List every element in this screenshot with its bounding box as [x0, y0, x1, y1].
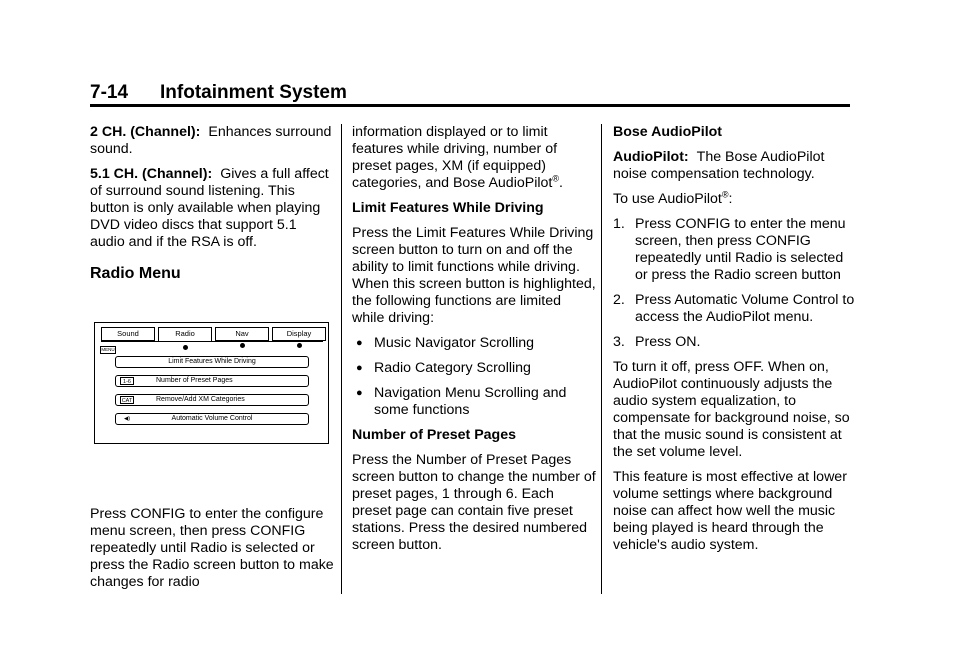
- page-number: 7-14: [90, 82, 129, 103]
- list-item: 3. Press ON.: [613, 334, 701, 350]
- list-item: 2. Press Automatic Volume Control to access the AudioPilot menu.: [613, 292, 855, 325]
- menu-tag: MENU: [101, 347, 115, 352]
- term: AudioPilot:: [613, 149, 689, 165]
- tab-indicator: [183, 345, 188, 350]
- column-3: [613, 124, 858, 562]
- paragraph: Press CONFIG to enter the configure menu screen, then press CONFIG repeatedly until Radio is selected or press the Radio screen button to make changes for radio: [90, 506, 334, 590]
- paragraph: To turn it off, press OFF. When on, AudioPilot continuously adjusts the audio system equalization, to compensate for background noise, so that the music sound is consistent at the set volume level.: [613, 359, 850, 460]
- term: 2 CH. (Channel):: [90, 124, 201, 140]
- paragraph: Press the Number of Preset Pages screen button to change the number of preset pages, 1 through 6. Each preset page can contain five preset stations. Press the desired numbered screen button.: [352, 452, 596, 553]
- preset-pages-icon: 1-6: [120, 377, 134, 385]
- column-divider: [341, 124, 342, 594]
- preset-pages-button: 1-6 Number of Preset Pages: [115, 375, 309, 387]
- list-item: 1. Press CONFIG to enter the menu screen, then press CONFIG repeatedly until Radio is selected or press the Radio screen button: [613, 216, 846, 283]
- text: Gives a full affect of surround sound listening. This button is only available when playing DVD video discs that support 5.1 audio and if the RSA is off.: [90, 166, 329, 250]
- text: Enhances surround sound.: [90, 124, 332, 157]
- tab-indicator: [297, 343, 302, 348]
- paragraph: [90, 124, 335, 158]
- limit-features-button: Limit Features While Driving: [115, 356, 309, 368]
- radio-menu-screen: [94, 322, 329, 444]
- paragraph: AudioPilot: The Bose AudioPilot noise compensation technology.: [613, 149, 825, 182]
- section-heading: Radio Menu: [90, 265, 181, 282]
- speaker-icon: ◀): [123, 416, 131, 422]
- paragraph: [90, 166, 335, 251]
- tab-display: Display: [272, 327, 326, 341]
- term: 5.1 CH. (Channel):: [90, 166, 213, 182]
- subheading: Number of Preset Pages: [352, 427, 517, 443]
- list-item: ● Navigation Menu Scrolling and some functions: [356, 385, 567, 418]
- bullet-icon: ●: [356, 387, 363, 399]
- tab-radio: Radio: [158, 327, 212, 342]
- paragraph: information displayed or to limit features while driving, number of preset pages, XM (if equipped) categories, and Bose AudioPilot®.: [352, 124, 563, 191]
- column-divider: [601, 124, 602, 594]
- header-rule: [90, 104, 850, 107]
- tab-baseline: [101, 341, 323, 342]
- tab-sound: Sound: [101, 327, 155, 341]
- list-item: ● Music Navigator Scrolling: [356, 335, 535, 351]
- category-icon: CAT: [121, 398, 133, 404]
- bullet-icon: ●: [356, 337, 363, 349]
- list-item: ● Radio Category Scrolling: [356, 360, 531, 376]
- subheading: Bose AudioPilot: [613, 124, 723, 140]
- column-1: [90, 124, 335, 599]
- page-header: [90, 82, 850, 106]
- tab-indicator: [240, 343, 245, 348]
- xm-categories-button: CAT Remove/Add XM Categories: [115, 394, 309, 406]
- paragraph: Press the Limit Features While Driving screen button to turn on and off the ability to limit functions while driving. When this screen button is highlighted, the following functions are limited while driving:: [352, 225, 596, 326]
- subheading: Limit Features While Driving: [352, 200, 544, 216]
- section-title: Infotainment System: [160, 82, 347, 103]
- tab-nav: Nav: [215, 327, 269, 341]
- paragraph: This feature is most effective at lower volume settings where background noise can affect how well the music being played is heard through the vehicle's audio system.: [613, 469, 847, 553]
- auto-volume-button: ◀) Automatic Volume Control: [115, 413, 309, 425]
- column-2: [352, 124, 597, 562]
- bullet-icon: ●: [356, 362, 363, 374]
- paragraph: To use AudioPilot®:: [613, 189, 733, 207]
